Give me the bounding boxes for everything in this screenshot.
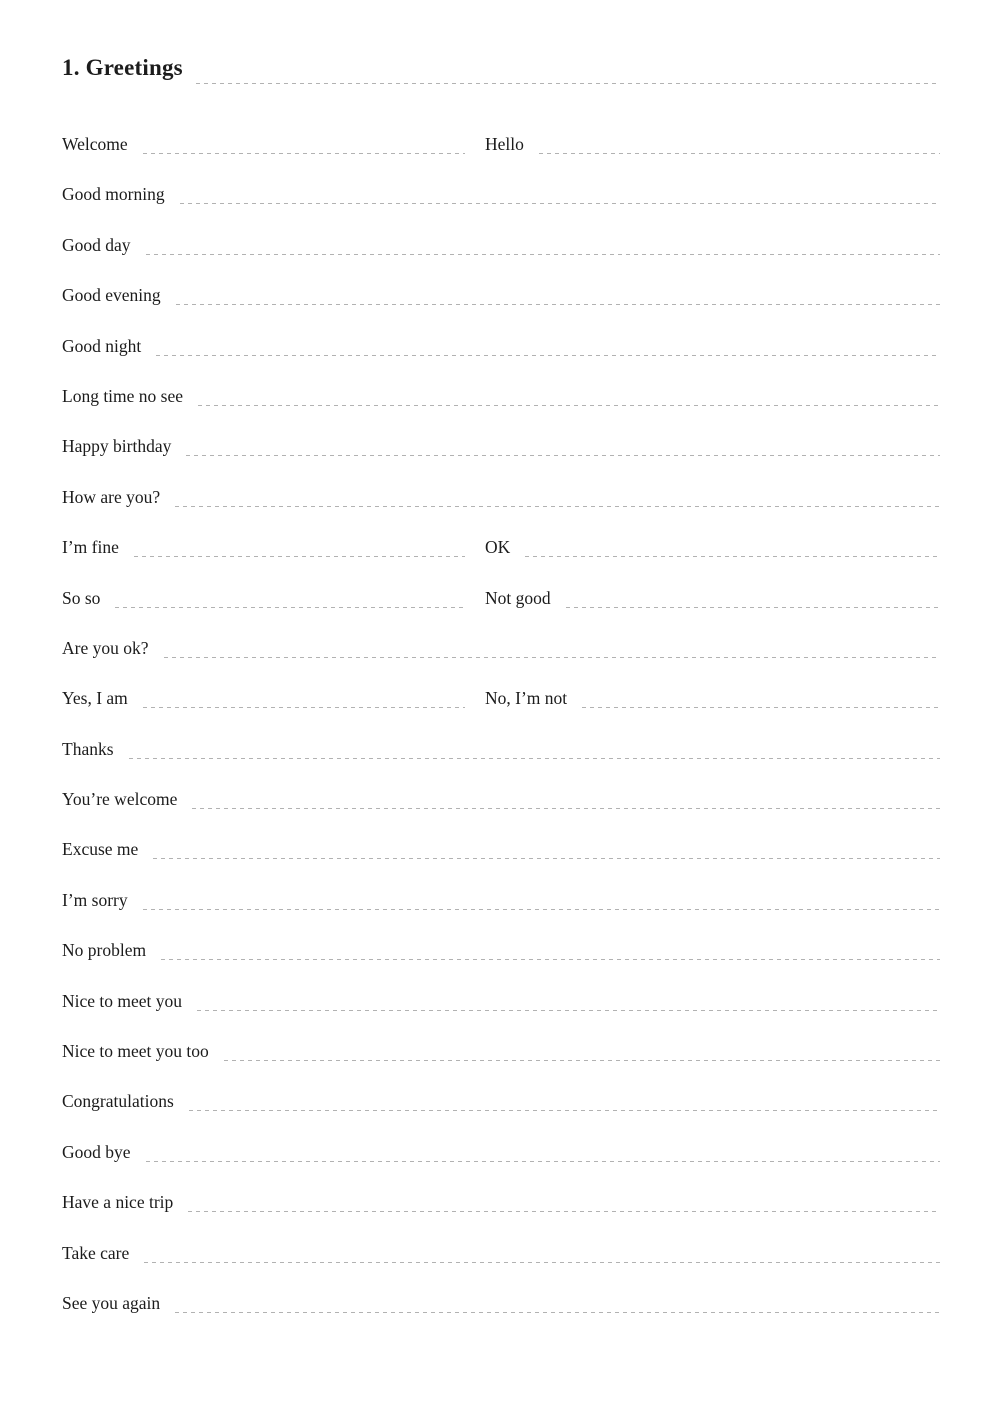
phrase-row	[62, 976, 940, 1026]
phrase-label: Welcome	[62, 134, 128, 154]
answer-blank-line	[146, 1161, 940, 1162]
phrase-label: No problem	[62, 940, 147, 961]
phrase-cell	[62, 371, 940, 421]
phrase-row	[62, 472, 940, 522]
phrase-row	[62, 1228, 940, 1278]
phrase-row	[62, 1127, 940, 1177]
answer-blank-line	[143, 153, 465, 154]
phrase-cell	[62, 1127, 940, 1177]
answer-blank-line	[180, 203, 940, 204]
answer-blank-line	[153, 858, 940, 859]
phrase-cell	[62, 220, 940, 270]
phrase-label: Not good	[485, 587, 551, 608]
phrase-label: Congratulations	[62, 1091, 174, 1112]
phrase-cell	[62, 875, 940, 925]
phrase-cell	[485, 119, 940, 169]
phrase-row	[62, 573, 940, 623]
phrase-label: Yes, I am	[62, 688, 128, 709]
phrase-label: I’m fine	[62, 537, 119, 558]
phrase-row	[62, 774, 940, 824]
phrase-row	[62, 623, 940, 673]
answer-blank-line	[189, 1110, 940, 1111]
phrase-row	[62, 1177, 940, 1227]
phrase-label: Have a nice trip	[62, 1192, 174, 1213]
phrase-cell	[62, 270, 940, 320]
answer-blank-line	[144, 1262, 940, 1263]
phrase-cell	[62, 1177, 940, 1227]
phrase-row	[62, 875, 940, 925]
answer-blank-line	[146, 254, 940, 255]
answer-blank-line	[198, 405, 940, 406]
answer-blank-line	[115, 607, 465, 608]
phrase-label: Happy birthday	[62, 436, 172, 457]
answer-blank-line	[175, 506, 940, 507]
phrase-label: How are you?	[62, 486, 161, 507]
answer-blank-line	[164, 657, 940, 658]
phrase-row	[62, 421, 940, 471]
phrase-label: Take care	[62, 1242, 130, 1263]
phrase-row	[62, 925, 940, 975]
phrase-cell	[62, 169, 940, 219]
phrase-cell	[485, 522, 940, 572]
phrase-row	[62, 1076, 940, 1126]
answer-blank-line	[156, 355, 940, 356]
phrase-label: I’m sorry	[62, 889, 128, 910]
answer-blank-line	[176, 304, 940, 305]
answer-blank-line	[192, 808, 940, 809]
phrase-cell	[62, 925, 940, 975]
phrase-row	[62, 119, 940, 169]
phrase-row	[62, 270, 940, 320]
phrase-cell	[485, 673, 940, 723]
answer-blank-line	[566, 607, 940, 608]
phrase-cell	[62, 1026, 940, 1076]
phrase-row	[62, 824, 940, 874]
phrase-cell	[62, 1076, 940, 1126]
section-header	[62, 54, 940, 82]
answer-blank-line	[197, 1010, 940, 1011]
phrase-label: Long time no see	[62, 385, 184, 406]
phrase-cell	[485, 573, 940, 623]
phrase-label: See you again	[62, 1292, 161, 1313]
phrase-label: Nice to meet you	[62, 990, 183, 1011]
phrase-cell	[62, 976, 940, 1026]
phrase-label: Excuse me	[62, 839, 139, 860]
answer-blank-line	[161, 959, 940, 960]
phrase-cell	[62, 321, 940, 371]
phrase-row	[62, 220, 940, 270]
phrase-row	[62, 724, 940, 774]
answer-blank-line	[539, 153, 940, 154]
phrase-row	[62, 522, 940, 572]
phrase-label: Are you ok?	[62, 637, 149, 658]
phrase-label: Good morning	[62, 184, 165, 205]
phrase-label: Hello	[485, 134, 524, 154]
phrase-label: Good bye	[62, 1141, 131, 1162]
phrase-row	[62, 1278, 940, 1328]
answer-blank-line	[188, 1211, 940, 1212]
phrase-row	[62, 371, 940, 421]
title-dashed-line	[196, 83, 940, 84]
phrase-row	[62, 673, 940, 723]
answer-blank-line	[143, 707, 465, 708]
phrase-label: So so	[62, 587, 101, 608]
answer-blank-line	[129, 758, 940, 759]
phrase-label: No, I’m not	[485, 688, 568, 709]
phrase-cell	[62, 421, 940, 471]
phrase-cell	[62, 824, 940, 874]
phrase-label: Good day	[62, 234, 131, 255]
phrase-cell	[62, 1228, 940, 1278]
phrase-cell	[62, 573, 465, 623]
phrase-cell	[62, 623, 940, 673]
phrase-cell	[62, 522, 465, 572]
answer-blank-line	[143, 909, 940, 910]
phrase-label: Good evening	[62, 285, 161, 306]
answer-blank-line	[186, 455, 940, 456]
phrase-row	[62, 321, 940, 371]
phrase-list	[62, 119, 940, 1328]
phrase-cell	[62, 119, 465, 169]
phrase-cell	[62, 774, 940, 824]
answer-blank-line	[175, 1312, 940, 1313]
answer-blank-line	[224, 1060, 940, 1061]
phrase-cell	[62, 1278, 940, 1328]
phrase-label: Nice to meet you too	[62, 1041, 209, 1062]
page-title: 1. Greetings	[62, 55, 183, 80]
answer-blank-line	[525, 556, 940, 557]
phrase-cell	[62, 472, 940, 522]
phrase-row	[62, 169, 940, 219]
answer-blank-line	[582, 707, 940, 708]
phrase-label: You’re welcome	[62, 789, 178, 810]
phrase-label: OK	[485, 537, 511, 558]
answer-blank-line	[134, 556, 465, 557]
phrase-label: Thanks	[62, 738, 114, 759]
phrase-cell	[62, 673, 465, 723]
phrase-row	[62, 1026, 940, 1076]
phrase-label: Good night	[62, 335, 142, 356]
phrase-cell	[62, 724, 940, 774]
